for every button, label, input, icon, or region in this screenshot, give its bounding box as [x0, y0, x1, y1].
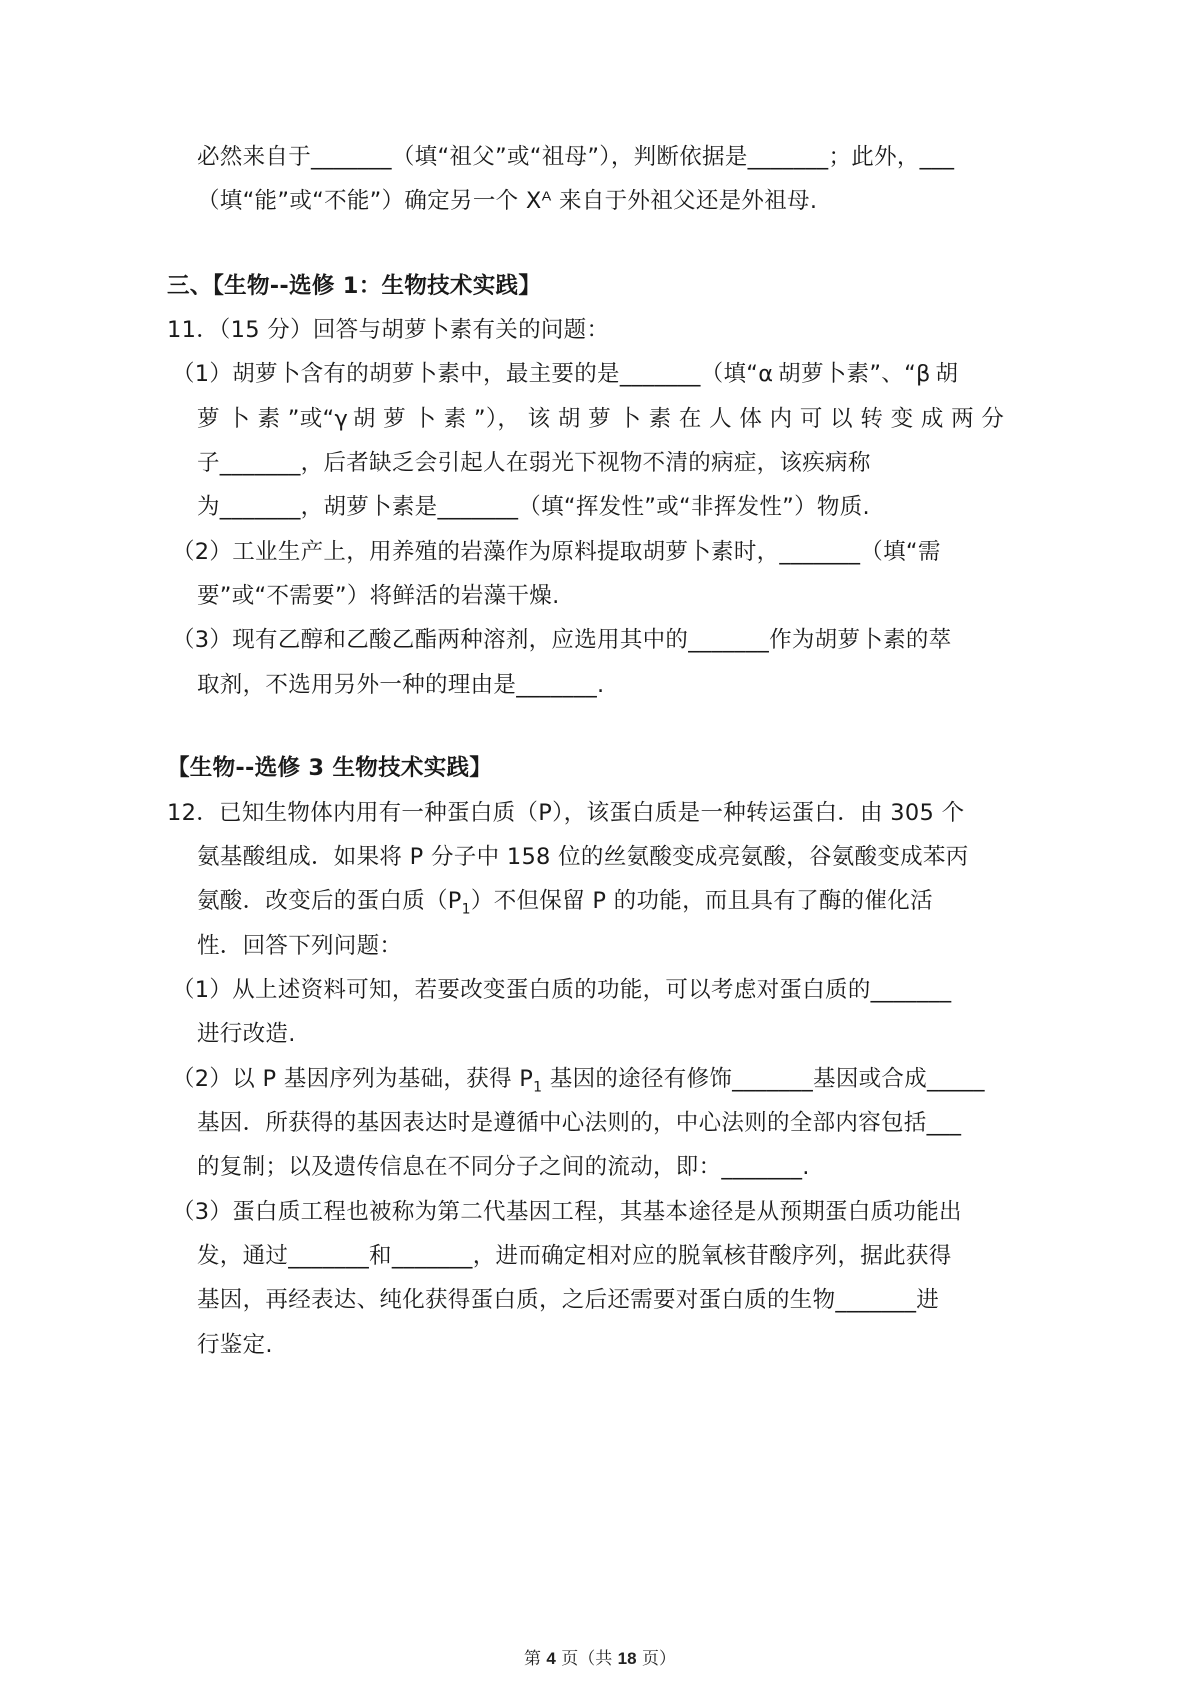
text-line: 子_______，后者缺乏会引起人在弱光下视物不清的病症，该疾病称	[197, 450, 871, 476]
text-line: 要”或“不需要”）将鲜活的岩藻干燥.	[197, 583, 560, 609]
text-line: 为_______，胡萝卜素是_______（填“挥发性”或“非挥发性”）物质.	[197, 494, 870, 520]
footer-text: 第	[523, 1649, 541, 1669]
section-heading: 三、【生物--选修 1：生物技术实践】	[167, 273, 542, 299]
text-line: （3）蛋白质工程也被称为第二代基因工程，其基本途径是从预期蛋白质功能出	[172, 1199, 962, 1225]
text-line: 基因．所获得的基因表达时是遵循中心法则的，中心法则的全部内容包括___	[197, 1110, 962, 1136]
question-stem: 11．（15 分）回答与胡萝卜素有关的问题：	[167, 317, 610, 343]
text-line: 的复制；以及遗传信息在不同分子之间的流动，即：_______.	[197, 1154, 810, 1180]
text-line: 性．回答下列问题：	[197, 933, 403, 959]
text-line: 基因，再经表达、纯化获得蛋白质，之后还需要对蛋白质的生物_______进	[197, 1287, 940, 1313]
question-stem: 12．已知生物体内用有一种蛋白质（P），该蛋白质是一种转运蛋白．由 305 个	[167, 800, 965, 826]
text-line: 取剂，不选用另外一种的理由是_______.	[197, 672, 605, 698]
section-heading: 【生物--选修 3 生物技术实践】	[167, 755, 493, 781]
text-line: （填“能”或“不能”）确定另一个 Xᴬ 来自于外祖父还是外祖母.	[197, 188, 818, 214]
text-line	[197, 885, 933, 926]
footer-text: 页（共	[561, 1649, 613, 1669]
subscript: 1	[533, 1079, 543, 1096]
text-line: （1）从上述资料可知，若要改变蛋白质的功能，可以考虑对蛋白质的_______	[172, 977, 952, 1003]
text-line: 行鉴定.	[197, 1332, 273, 1358]
text-line: （1）胡萝卜含有的胡萝卜素中，最主要的是_______（填“α 胡萝卜素”、“β 胡	[172, 361, 959, 387]
text-line: 进行改造.	[197, 1021, 296, 1047]
text-line: 萝 卜 素 ”或“γ 胡 萝 卜 素 ”）， 该 胡 萝 卜 素 在 人 体 内 可 以 转 变 成 两 分	[197, 406, 1005, 432]
text-segment: 基因的途径有修饰_______基因或合成_____	[542, 1066, 985, 1092]
text-segment: 氨酸．改变后的蛋白质（P	[197, 888, 462, 914]
text-line	[172, 1063, 985, 1104]
page-number: 4	[546, 1649, 556, 1668]
footer-text: 页）	[642, 1649, 676, 1669]
text-line: 氨基酸组成．如果将 P 分子中 158 位的丝氨酸变成亮氨酸，谷氨酸变成苯丙	[197, 844, 969, 870]
page-footer	[0, 1644, 1200, 1669]
text-segment: （2）以 P 基因序列为基础，获得 P	[172, 1066, 534, 1092]
text-segment: ）不但保留 P 的功能，而且具有了酶的催化活	[470, 888, 933, 914]
subscript: 1	[461, 901, 471, 918]
total-pages: 18	[617, 1649, 637, 1668]
text-line: （2）工业生产上，用养殖的岩藻作为原料提取胡萝卜素时，_______（填“需	[172, 539, 941, 565]
text-line: （3）现有乙醇和乙酸乙酯两种溶剂，应选用其中的_______作为胡萝卜素的萃	[172, 627, 952, 653]
text-line: 发，通过_______和_______，进而确定相对应的脱氧核苷酸序列，据此获得	[197, 1243, 952, 1269]
text-line: 必然来自于_______（填“祖父”或“祖母”），判断依据是_______；此外，___	[197, 144, 955, 170]
